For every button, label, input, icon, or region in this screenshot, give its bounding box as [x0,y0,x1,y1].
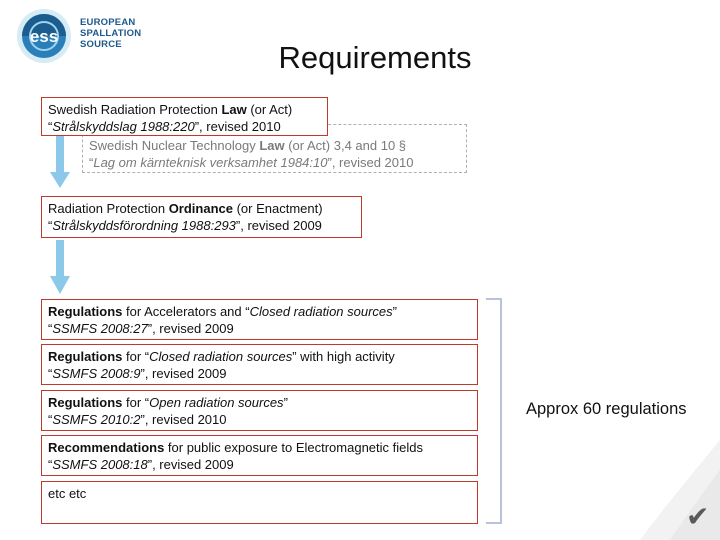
text-run: ” with high activity [292,349,395,364]
text-run: ” [283,395,288,410]
box-line [48,101,321,118]
text-run: “ [48,218,53,233]
etc-box [41,481,478,524]
box-line [48,348,471,365]
text-run: “ [89,155,94,170]
text-run: “ [48,457,53,472]
box-line [48,394,471,411]
arrow-down-icon [50,136,70,190]
text-run: (or Act) [246,102,293,117]
text-run: Lag om kärnteknisk verksamhet 1984:10 [93,155,328,170]
text-run: ”, revised 2009 [147,457,234,472]
text-run: ”, revised 2009 [140,366,227,381]
box-line [48,411,471,428]
text-run: Regulations [48,304,123,319]
text-run: SSMFS 2008:18 [52,457,148,472]
text-run: SSMFS 2008:9 [52,366,141,381]
text-run: for public exposure to Electromagnetic fields [164,440,423,455]
regulation-accelerators-box [41,299,478,340]
radiation-protection-ordinance-box [41,196,362,238]
radiation-protection-law-box [41,97,328,136]
regulations-bracket [486,298,502,524]
etc-text: etc etc [48,486,87,501]
svg-text:ess: ess [29,27,59,46]
text-run: Strålskyddslag 1988:220 [52,119,195,134]
text-run: for Accelerators and “ [122,304,250,319]
text-run: Law [259,138,285,153]
text-run: for “ [122,349,150,364]
logo-line: SPALLATION [80,28,142,39]
regulation-open-sources-box [41,390,478,431]
text-run: “ [48,366,53,381]
text-run: Recommendations [48,440,165,455]
arrow-down-icon [50,240,70,296]
text-run: Swedish Nuclear Technology [89,138,260,153]
box-line [89,154,460,171]
text-run: “ [48,119,53,134]
text-run: SSMFS 2008:27 [52,321,148,336]
box-line [48,456,471,473]
box-line [48,365,471,382]
regulation-high-activity-box [41,344,478,385]
recommendation-em-fields-box [41,435,478,476]
text-run: Radiation Protection [48,201,169,216]
text-run: ”, revised 2009 [235,218,322,233]
text-run: “ [48,321,53,336]
box-line [48,303,471,320]
text-run: Closed radiation sources [149,349,293,364]
text-run: ”, revised 2010 [194,119,281,134]
text-run: (or Act) 3,4 and 10 § [284,138,407,153]
box-line [48,320,471,337]
text-run: (or Enactment) [232,201,323,216]
logo-line: EUROPEAN [80,17,136,28]
text-run: Strålskyddsförordning 1988:293 [52,218,236,233]
text-run: for “ [122,395,150,410]
text-run: ”, revised 2010 [327,155,414,170]
text-run: “ [48,412,53,427]
logo-line: SOURCE [80,39,122,50]
text-run: Regulations [48,349,123,364]
box-line [89,137,460,154]
regulations-count-note: Approx 60 regulations [526,400,687,418]
text-run: Law [221,102,247,117]
text-run: ” [392,304,397,319]
text-run: ”, revised 2010 [140,412,227,427]
box-line [48,439,471,456]
text-run: Regulations [48,395,123,410]
checkmark-icon: ✔ [686,501,710,532]
text-run: Open radiation sources [149,395,284,410]
box-line [48,118,321,135]
box-line [48,217,355,234]
text-run: Closed radiation sources [249,304,393,319]
text-run: Ordinance [168,201,233,216]
text-run: SSMFS 2010:2 [52,412,141,427]
page-title: Requirements [278,40,472,75]
box-line [48,200,355,217]
text-run: Swedish Radiation Protection [48,102,222,117]
text-run: ”, revised 2009 [147,321,234,336]
